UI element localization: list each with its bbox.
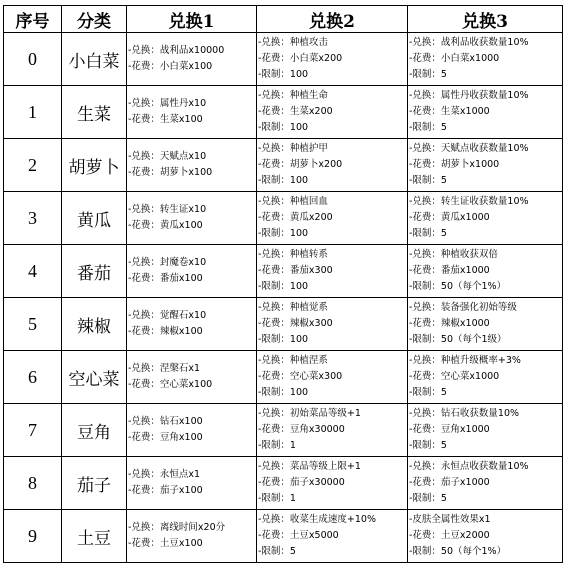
exchange-1-cell	[127, 192, 257, 245]
exchange-line: -兑换：种植生命	[258, 89, 328, 101]
exchange-line: -限制：100	[258, 387, 309, 399]
exchange-line: -花费：空心菜x300	[258, 370, 343, 382]
exchange-line: -皮肤全属性效果x1	[409, 513, 491, 525]
exchange-line: -限制：5	[409, 228, 447, 240]
exchange-line: -花费：胡萝卜x1000	[409, 158, 500, 170]
exchange-line: -限制：5	[409, 493, 447, 505]
exchange-line: -兑换：属性丹x10	[128, 97, 207, 109]
exchange-2-cell	[257, 192, 408, 245]
exchange-2-cell	[257, 404, 408, 457]
exchange-2-cell	[257, 139, 408, 192]
row-index: 3	[4, 192, 62, 245]
exchange-line: -限制：1	[258, 440, 296, 452]
row-index: 6	[4, 351, 62, 404]
table-row	[4, 457, 563, 510]
exchange-1-cell	[127, 298, 257, 351]
exchange-line: -兑换：收菜生成速度+10%	[258, 513, 377, 525]
row-category: 小白菜	[62, 33, 127, 86]
row-category: 生菜	[62, 86, 127, 139]
exchange-line: -花费：茄子x1000	[409, 476, 490, 488]
exchange-3-cell	[408, 298, 563, 351]
exchange-line: -兑换：菜品等级上限+1	[258, 460, 361, 472]
exchange-line: -花费：土豆x2000	[409, 529, 490, 541]
exchange-line: -花费：小白菜x100	[128, 61, 213, 72]
row-index: 9	[4, 510, 62, 563]
row-index: 4	[4, 245, 62, 298]
exchange-line: -花费：番茄x1000	[409, 264, 490, 276]
header-category: 分类	[62, 6, 127, 33]
exchange-3-cell	[408, 33, 563, 86]
exchange-line: -花费：土豆x100	[128, 538, 203, 549]
row-category: 豆角	[62, 404, 127, 457]
exchange-3-cell	[408, 139, 563, 192]
exchange-1-cell	[127, 404, 257, 457]
exchange-line: -兑换：战利品收获数量10%	[409, 36, 529, 48]
exchange-1-cell	[127, 457, 257, 510]
row-category: 黄瓜	[62, 192, 127, 245]
row-category: 茄子	[62, 457, 127, 510]
exchange-line: -兑换：种植转系	[258, 248, 328, 260]
exchange-table	[3, 5, 563, 563]
row-category: 土豆	[62, 510, 127, 563]
table-row	[4, 33, 563, 86]
header-exchange-2: 兑换2	[257, 6, 408, 33]
exchange-line: -限制：5	[409, 175, 447, 187]
exchange-2-cell	[257, 245, 408, 298]
exchange-line: -兑换：封魔卷x10	[128, 256, 207, 268]
exchange-line: -兑换：钻石x100	[128, 415, 203, 427]
exchange-line: -兑换：初始菜品等级+1	[258, 407, 361, 419]
exchange-1-cell	[127, 351, 257, 404]
exchange-line: -限制：50（每个1%）	[409, 281, 507, 293]
exchange-2-cell	[257, 510, 408, 563]
table-row	[4, 139, 563, 192]
exchange-3-cell	[408, 404, 563, 457]
exchange-1-cell	[127, 33, 257, 86]
exchange-1-cell	[127, 86, 257, 139]
exchange-line: -兑换：转生证收获数量10%	[409, 195, 529, 207]
exchange-3-cell	[408, 245, 563, 298]
exchange-line: -花费：辣椒x100	[128, 326, 203, 337]
row-index: 0	[4, 33, 62, 86]
exchange-line: -兑换：种植攻击	[258, 36, 328, 48]
exchange-line: -兑换：离线时间x20分	[128, 521, 226, 533]
exchange-line: -兑换：转生证x10	[128, 203, 207, 215]
exchange-line: -花费：黄瓜x200	[258, 211, 333, 223]
row-category: 番茄	[62, 245, 127, 298]
exchange-line: -限制：100	[258, 69, 309, 81]
exchange-line: -花费：小白菜x1000	[409, 52, 500, 64]
exchange-line: -限制：50（每个1级）	[409, 334, 507, 346]
exchange-line: -兑换：种植收获双倍	[409, 248, 498, 260]
exchange-line: -兑换：种植护甲	[258, 142, 328, 154]
exchange-line: -兑换：天赋点x10	[128, 150, 207, 162]
exchange-line: -花费：胡萝卜x100	[128, 167, 213, 178]
exchange-line: -限制：5	[258, 546, 296, 558]
exchange-line: -兑换：种植涅系	[258, 354, 328, 366]
exchange-line: -花费：生菜x100	[128, 114, 203, 125]
exchange-line: -限制：100	[258, 281, 309, 293]
row-index: 8	[4, 457, 62, 510]
exchange-line: -兑换：钻石收获数量10%	[409, 407, 520, 419]
table-row	[4, 404, 563, 457]
exchange-line: -花费：土豆x5000	[258, 529, 339, 541]
exchange-line: -限制：5	[409, 387, 447, 399]
table-row	[4, 351, 563, 404]
exchange-line: -花费：小白菜x200	[258, 52, 343, 64]
exchange-line: -限制：5	[409, 122, 447, 134]
exchange-2-cell	[257, 457, 408, 510]
exchange-line: -限制：100	[258, 175, 309, 187]
exchange-line: -限制：5	[409, 440, 447, 452]
exchange-3-cell	[408, 192, 563, 245]
header-index: 序号	[4, 6, 62, 33]
exchange-line: -兑换：属性丹收获数量10%	[409, 89, 529, 101]
table-row	[4, 510, 563, 563]
exchange-line: -兑换：装备强化初始等级	[409, 301, 517, 313]
exchange-line: -限制：100	[258, 122, 309, 134]
exchange-line: -花费：黄瓜x1000	[409, 211, 490, 223]
header-exchange-3: 兑换3	[408, 6, 563, 33]
exchange-3-cell	[408, 351, 563, 404]
row-category: 辣椒	[62, 298, 127, 351]
exchange-3-cell	[408, 510, 563, 563]
row-index: 5	[4, 298, 62, 351]
exchange-line: -限制：5	[409, 69, 447, 81]
exchange-line: -兑换：种植觉系	[258, 301, 328, 313]
exchange-line: -限制：1	[258, 493, 296, 505]
exchange-line: -限制：50（每个1%）	[409, 546, 507, 558]
table-row	[4, 192, 563, 245]
exchange-line: -花费：生菜x1000	[409, 105, 490, 117]
exchange-2-cell	[257, 298, 408, 351]
exchange-line: -花费：胡萝卜x200	[258, 158, 343, 170]
table-row	[4, 245, 563, 298]
exchange-line: -花费：辣椒x300	[258, 317, 333, 329]
exchange-line: -花费：豆角x30000	[258, 423, 345, 435]
exchange-2-cell	[257, 33, 408, 86]
exchange-line: -花费：番茄x300	[258, 264, 333, 276]
row-index: 2	[4, 139, 62, 192]
exchange-1-cell	[127, 139, 257, 192]
exchange-line: -兑换：觉醒石x10	[128, 309, 207, 321]
row-category: 空心菜	[62, 351, 127, 404]
row-category: 胡萝卜	[62, 139, 127, 192]
table-row	[4, 86, 563, 139]
exchange-line: -兑换：永恒点x1	[128, 468, 201, 480]
exchange-line: -兑换：种植升级概率+3%	[409, 354, 521, 366]
exchange-line: -花费：黄瓜x100	[128, 220, 203, 231]
exchange-line: -兑换：永恒点收获数量10%	[409, 460, 529, 472]
exchange-1-cell	[127, 510, 257, 563]
exchange-line: -限制：100	[258, 334, 309, 346]
exchange-line: -花费：空心菜x1000	[409, 370, 500, 382]
exchange-2-cell	[257, 86, 408, 139]
header-exchange-1: 兑换1	[127, 6, 257, 33]
exchange-2-cell	[257, 351, 408, 404]
exchange-line: -花费：空心菜x100	[128, 379, 213, 390]
table-row	[4, 298, 563, 351]
exchange-line: -花费：豆角x1000	[409, 423, 490, 435]
exchange-line: -花费：生菜x200	[258, 105, 333, 117]
exchange-1-cell	[127, 245, 257, 298]
exchange-line: -兑换：涅槃石x1	[128, 362, 201, 374]
exchange-3-cell	[408, 86, 563, 139]
exchange-line: -兑换：天赋点收获数量10%	[409, 142, 529, 154]
exchange-line: -花费：辣椒x1000	[409, 317, 490, 329]
exchange-line: -兑换：种植回血	[258, 195, 328, 207]
exchange-line: -花费：番茄x100	[128, 273, 203, 284]
header-row	[4, 6, 563, 33]
exchange-line: -限制：100	[258, 228, 309, 240]
row-index: 1	[4, 86, 62, 139]
exchange-line: -花费：茄子x100	[128, 485, 203, 496]
row-index: 7	[4, 404, 62, 457]
exchange-3-cell	[408, 457, 563, 510]
exchange-line: -花费：茄子x30000	[258, 476, 345, 488]
exchange-line: -兑换：战利品x10000	[128, 44, 225, 56]
exchange-line: -花费：豆角x100	[128, 432, 203, 443]
